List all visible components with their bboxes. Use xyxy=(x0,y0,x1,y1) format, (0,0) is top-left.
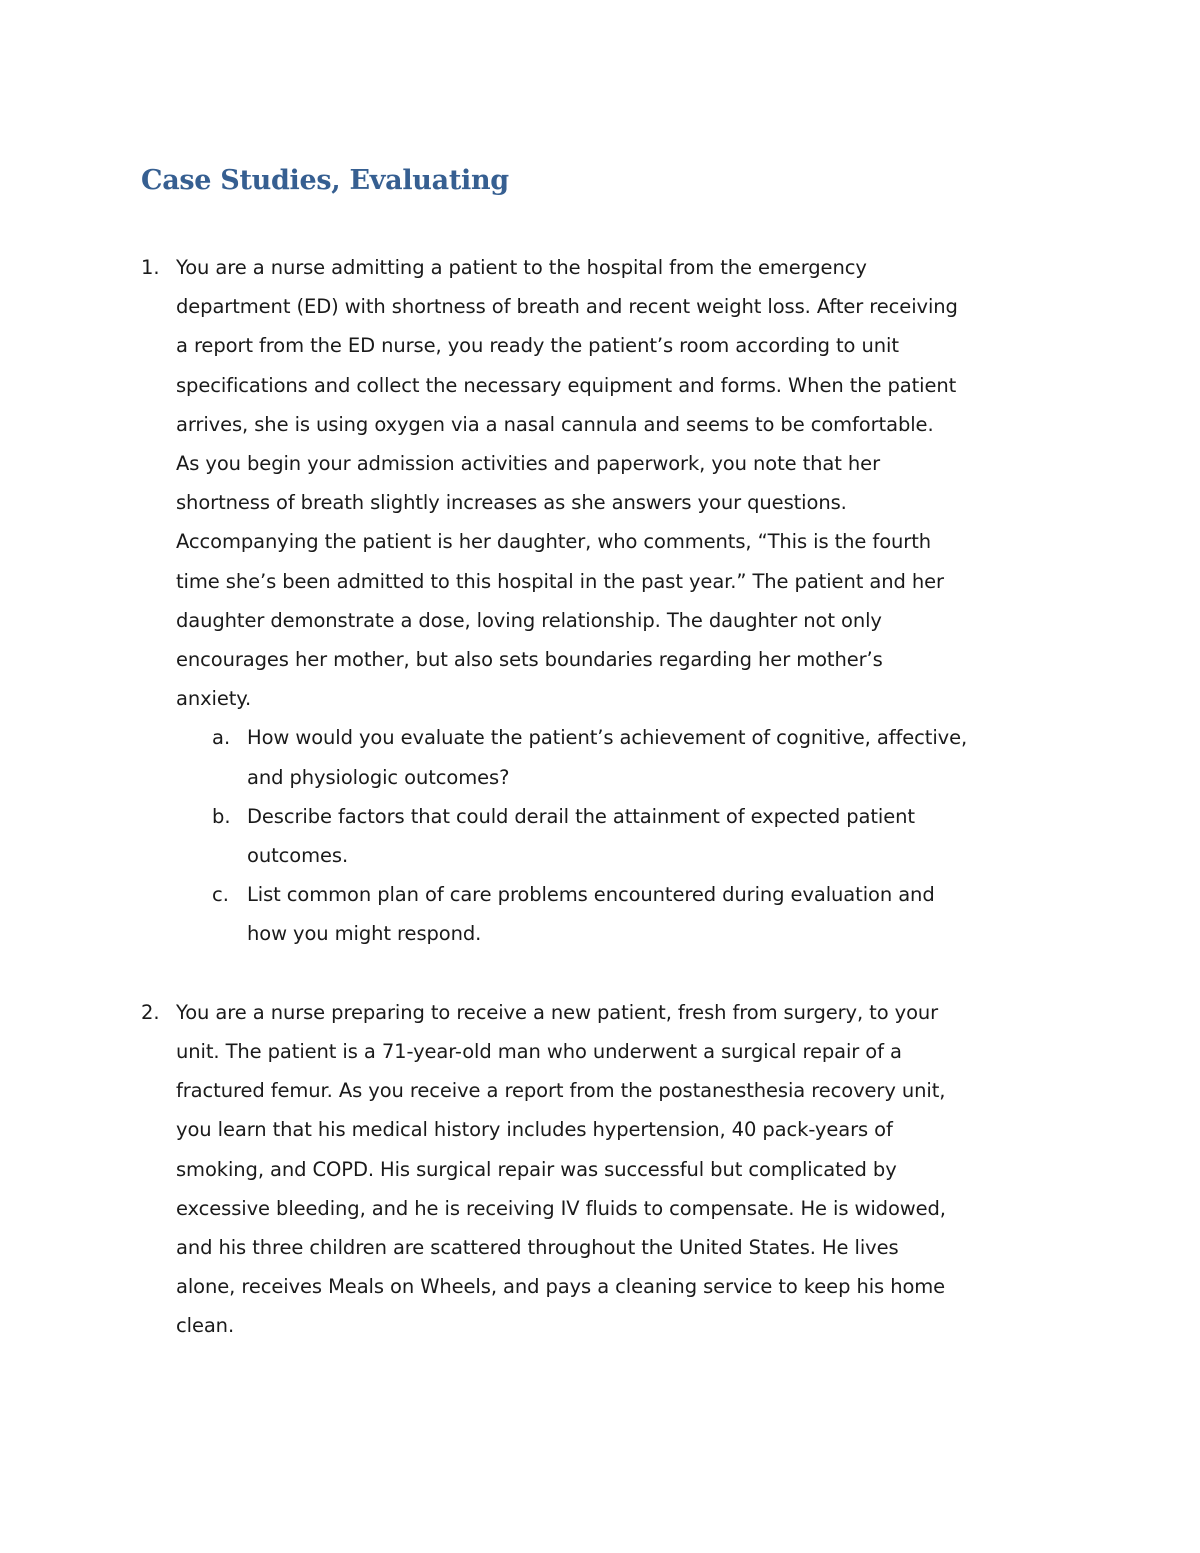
paragraph-line: daughter demonstrate a dose, loving relationship. The daughter not only xyxy=(176,609,882,632)
paragraph-line: anxiety. xyxy=(176,687,252,710)
paragraph-line: You are a nurse admitting a patient to the hospital from the emergency xyxy=(176,256,867,279)
paragraph-line: specifications and collect the necessary equipment and forms. When the patient xyxy=(176,374,957,397)
paragraph-line: encourages her mother, but also sets boundaries regarding her mother’s xyxy=(176,648,883,671)
paragraph-line: fractured femur. As you receive a report from the postanesthesia recovery unit, xyxy=(176,1079,946,1102)
question-line: outcomes. xyxy=(247,844,349,867)
list-marker: 2. xyxy=(141,1001,160,1024)
paragraph-line: shortness of breath slightly increases as she answers your questions. xyxy=(176,491,847,514)
sublist-marker: c. xyxy=(212,883,229,906)
paragraph-line: smoking, and COPD. His surgical repair was successful but complicated by xyxy=(176,1158,897,1181)
paragraph-line: you learn that his medical history includes hypertension, 40 pack-years of xyxy=(176,1118,893,1141)
paragraph-line: unit. The patient is a 71-year-old man who underwent a surgical repair of a xyxy=(176,1040,902,1063)
question-line: and physiologic outcomes? xyxy=(247,766,510,789)
question-line: how you might respond. xyxy=(247,922,482,945)
page-title: Case Studies, Evaluating xyxy=(141,165,509,196)
sublist-marker: a. xyxy=(212,726,231,749)
paragraph-line: department (ED) with shortness of breath and recent weight loss. After receiving xyxy=(176,295,958,318)
paragraph-line: and his three children are scattered throughout the United States. He lives xyxy=(176,1236,899,1259)
question-line: Describe factors that could derail the attainment of expected patient xyxy=(247,805,915,828)
list-marker: 1. xyxy=(141,256,160,279)
paragraph-line: excessive bleeding, and he is receiving IV fluids to compensate. He is widowed, xyxy=(176,1197,946,1220)
paragraph-line: a report from the ED nurse, you ready the patient’s room according to unit xyxy=(176,334,899,357)
paragraph-line: As you begin your admission activities and paperwork, you note that her xyxy=(176,452,880,475)
question-line: How would you evaluate the patient’s achievement of cognitive, affective, xyxy=(247,726,968,749)
paragraph-line: arrives, she is using oxygen via a nasal cannula and seems to be comfortable. xyxy=(176,413,934,436)
paragraph-line: alone, receives Meals on Wheels, and pays a cleaning service to keep his home xyxy=(176,1275,946,1298)
paragraph-line: clean. xyxy=(176,1314,235,1337)
paragraph-line: Accompanying the patient is her daughter, who comments, “This is the fourth xyxy=(176,530,932,553)
question-line: List common plan of care problems encountered during evaluation and xyxy=(247,883,935,906)
paragraph-line: You are a nurse preparing to receive a new patient, fresh from surgery, to your xyxy=(176,1001,939,1024)
paragraph-line: time she’s been admitted to this hospital in the past year.” The patient and her xyxy=(176,570,944,593)
sublist-marker: b. xyxy=(212,805,231,828)
